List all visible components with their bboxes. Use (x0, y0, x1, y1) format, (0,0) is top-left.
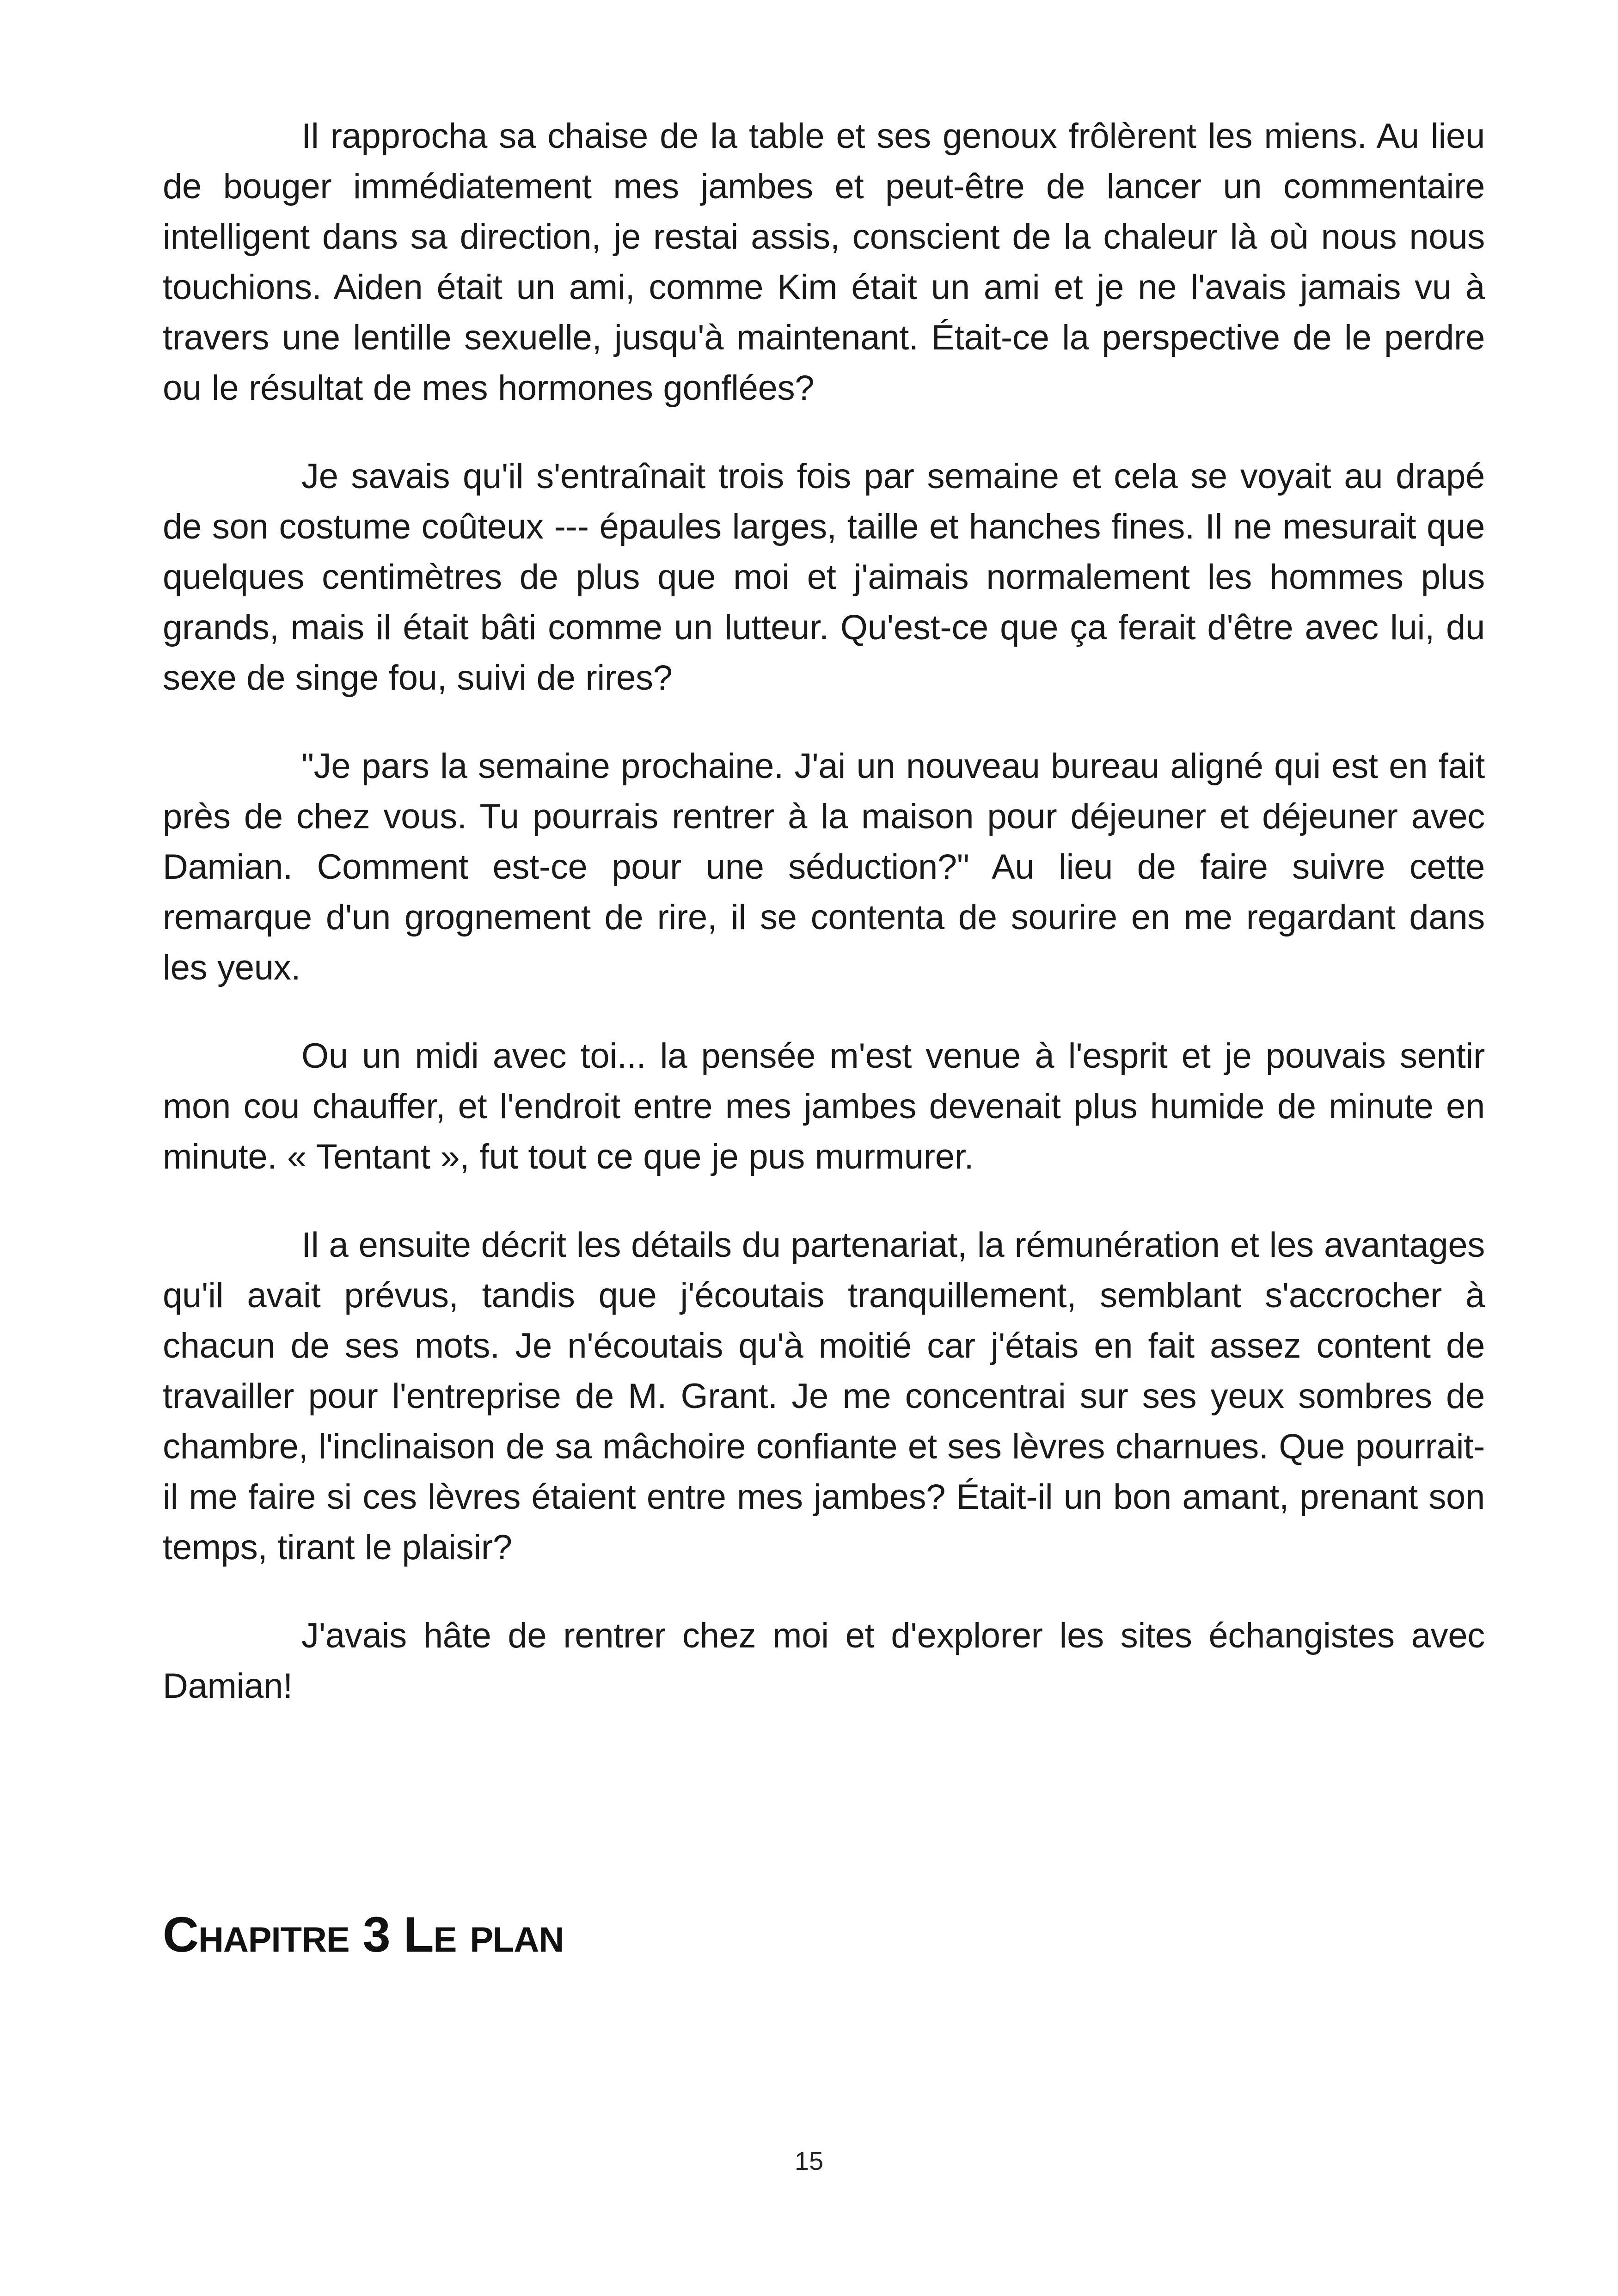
paragraph-3: "Je pars la semaine prochaine. J'ai un nouveau bureau aligné qui est en fait près de chez vous. Tu pourrais rentrer à la maison pour déjeuner et déjeuner avec Damian. Comment est-ce pour une séduction?" Au lieu de faire suivre cette remarque d'un grognement de rire, il se contenta de sourire en me regardant dans les yeux. (163, 747, 1485, 987)
page-number: 15 (794, 2146, 824, 2175)
body-text (163, 111, 1485, 1749)
paragraph-2: Je savais qu'il s'entraînait trois fois par semaine et cela se voyait au drapé de son costume coûteux --- épaules larges, taille et hanches fines. Il ne mesurait que quelques centimètres de plus que moi et j'aimais normalement les hommes plus grands, mais il était bâti comme un lutteur. Qu'est-ce que ça ferait d'être avec lui, du sexe de singe fou, suivi de rires? (163, 457, 1485, 698)
chapter-title: Chapitre 3 Le plan (163, 1906, 564, 1962)
paragraph-5: Il a ensuite décrit les détails du partenariat, la rémunération et les avantages qu'il avait prévus, tandis que j'écoutais tranquillement, semblant s'accrocher à chacun de ses mots. Je n'écoutais qu'à moitié car j'étais en fait assez content de travailler pour l'entreprise de M. Grant. Je me concentrai sur ses yeux sombres de chambre, l'inclinaison de sa mâchoire confiante et ses lèvres charnues. Que pourrait-il me faire si ces lèvres étaient entre mes jambes? Était-il un bon amant, prenant son temps, tirant le plaisir? (163, 1225, 1485, 1567)
paragraph-4: Ou un midi avec toi... la pensée m'est venue à l'esprit et je pouvais sentir mon cou chauffer, et l'endroit entre mes jambes devenait plus humide de minute en minute. « Tentant », fut tout ce que je pus murmurer. (163, 1036, 1485, 1176)
paragraph-6: J'avais hâte de rentrer chez moi et d'explorer les sites échangistes avec Damian! (163, 1616, 1485, 1706)
paragraph-1: Il rapprocha sa chaise de la table et ses genoux frôlèrent les miens. Au lieu de bouger immédiatement mes jambes et peut-être de lancer un commentaire intelligent dans sa direction, je restai assis, conscient de la chaleur là où nous nous touchions. Aiden était un ami, comme Kim était un ami et je ne l'avais jamais vu à travers une lentille sexuelle, jusqu'à maintenant. Était-ce la perspective de le perdre ou le résultat de mes hormones gonflées? (163, 116, 1485, 408)
